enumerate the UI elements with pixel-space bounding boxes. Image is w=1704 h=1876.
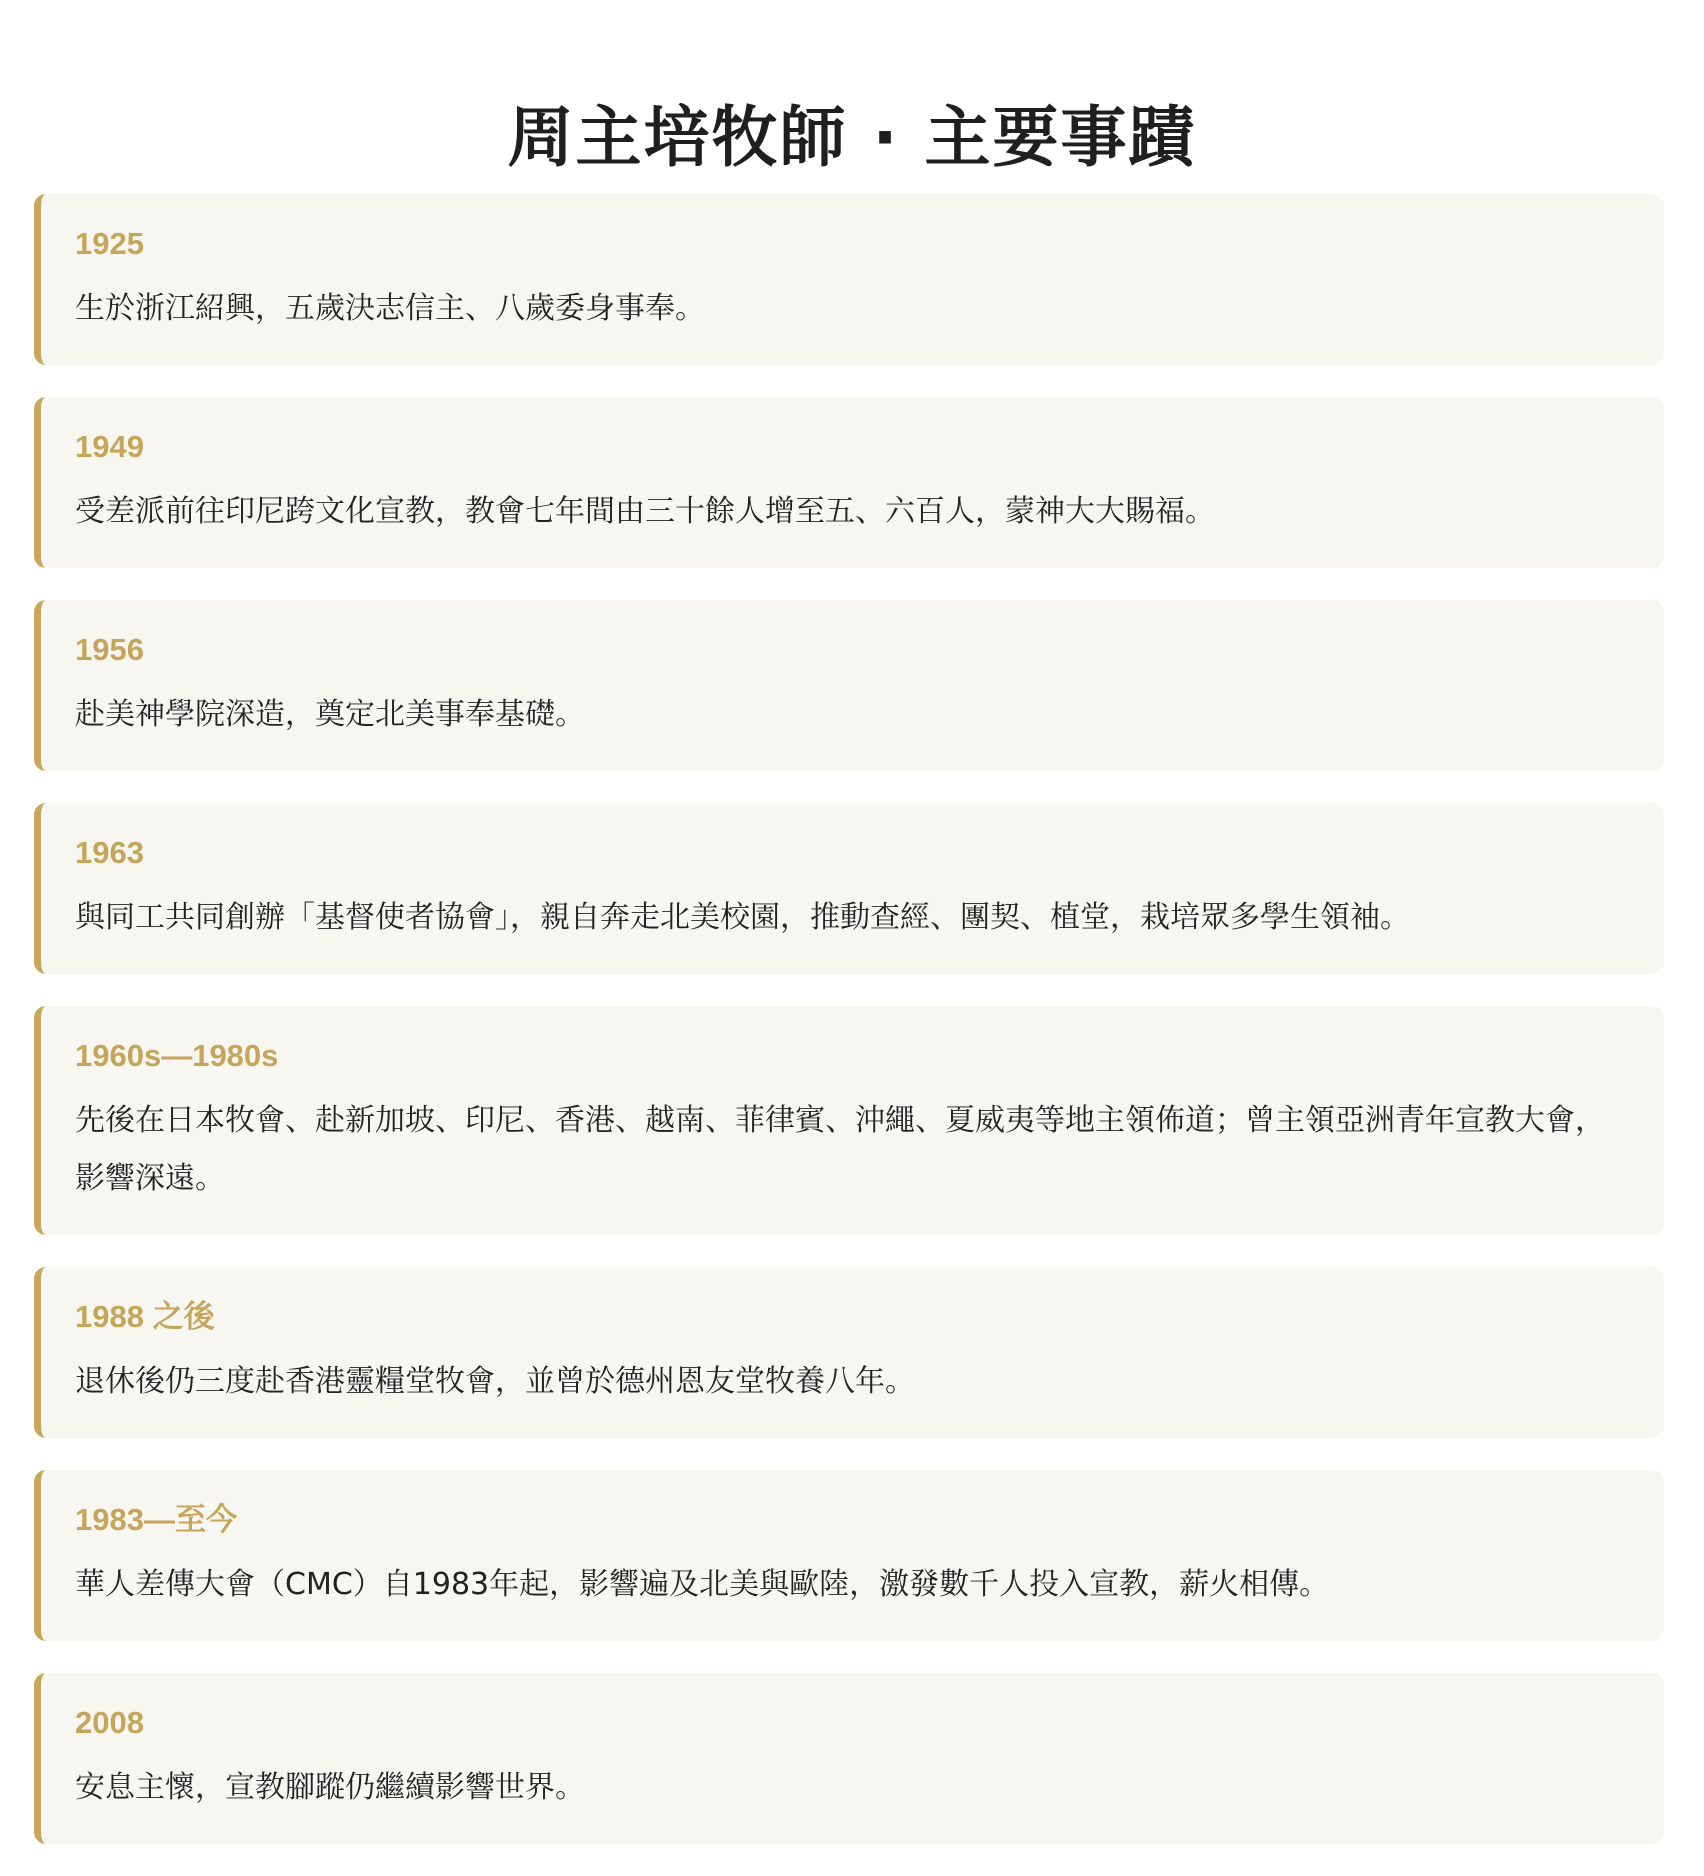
timeline-event-1949 [34,397,1664,568]
event-year: 1988 之後 [75,1299,215,1334]
event-description: 先後在日本牧會、赴新加坡、印尼、香港、越南、菲律賓、沖繩、夏威夷等地主領佈道；曾主領亞洲青年宣教大會，影響深遠。 [75,1103,1605,1196]
event-year: 1963 [75,835,144,870]
event-year: 1956 [75,632,144,667]
timeline-event-1956 [34,600,1664,771]
event-year: 2008 [75,1705,144,1740]
event-description: 赴美神學院深造，奠定北美事奉基礎。 [75,697,585,732]
event-year: 1949 [75,429,144,464]
timeline-event-1960s-1980s [34,1006,1664,1235]
timeline [34,194,1664,1876]
event-description: 與同工共同創辦「基督使者協會」，親自奔走北美校園，推動查經、團契、植堂，栽培眾多學生領袖。 [75,900,1410,935]
event-description: 受差派前往印尼跨文化宣教，教會七年間由三十餘人增至五、六百人，蒙神大大賜福。 [75,494,1215,529]
event-description: 安息主懷，宣教腳蹤仍繼續影響世界。 [75,1770,585,1805]
timeline-event-1988 [34,1267,1664,1438]
event-description: 退休後仍三度赴香港靈糧堂牧會，並曾於德州恩友堂牧養八年。 [75,1364,915,1399]
event-description: 華人差傳大會（CMC）自1983年起，影響遍及北美與歐陸，激發數千人投入宣教，薪火相傳。 [75,1567,1330,1602]
timeline-event-1925 [34,194,1664,365]
event-year: 1960s—1980s [75,1038,279,1073]
event-year: 1983—至今 [75,1502,237,1537]
timeline-event-1963 [34,803,1664,974]
page-title: 周主培牧師 · 主要事蹟 [507,99,1197,177]
timeline-event-1983 [34,1470,1664,1641]
event-description: 生於浙江紹興，五歲決志信主、八歲委身事奉。 [75,291,705,326]
event-year: 1925 [75,226,144,261]
timeline-event-2008 [34,1673,1664,1844]
